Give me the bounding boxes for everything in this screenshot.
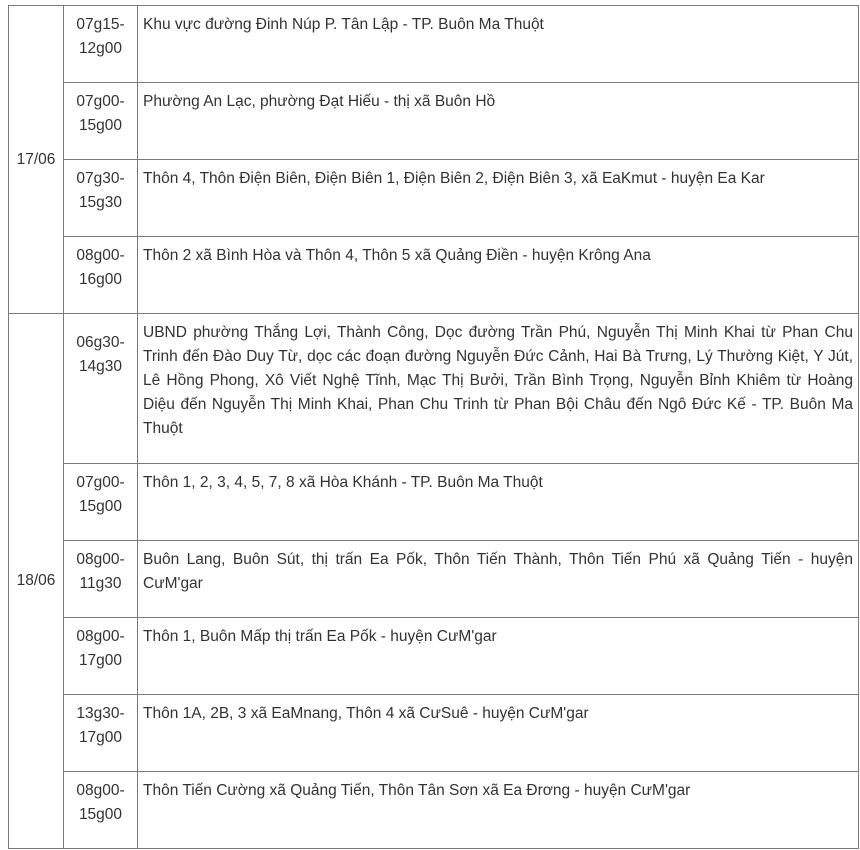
time-cell (64, 6, 138, 83)
time-start: 08g00- (76, 628, 125, 645)
location-text: Buôn Lang, Buôn Sút, thị trấn Ea Pốk, Thôn Tiến Thành, Thôn Tiến Phú xã Quảng Tiến - huyện CưM'gar (143, 551, 853, 592)
location-text: Khu vực đường Đinh Núp P. Tân Lập - TP. Buôn Ma Thuột (143, 16, 544, 33)
time-end: 12g00 (78, 40, 123, 57)
time-cell (64, 541, 138, 618)
location-cell (138, 160, 859, 237)
table-row (9, 83, 859, 160)
location-cell (138, 618, 859, 695)
time-end: 15g00 (78, 117, 123, 134)
location-text: Phường An Lạc, phường Đạt Hiếu - thị xã Buôn Hồ (143, 93, 496, 110)
time-end: 15g00 (78, 806, 123, 823)
location-text: UBND phường Thắng Lợi, Thành Công, Dọc đường Trần Phú, Nguyễn Thị Minh Khai từ Phan Chu Trinh đến Đào Duy Từ, dọc các đoạn đường Nguyễn Đức Cảnh, Hai Bà Trưng, Lý Thường Kiệt, Y Jút, Lê Hồng Phong, Xô Viết Nghệ Tĩnh, Mạc Thị Bưởi, Trần Bình Trọng, Nguyễn Bỉnh Khiêm từ Hoàng Diệu đến Nguyễn Thị Minh Khai, Phan Chu Trinh từ Phan Bội Châu đến Ngô Đức Kế - TP. Buôn Ma Thuột (143, 324, 853, 437)
location-text: Thôn 1A, 2B, 3 xã EaMnang, Thôn 4 xã CưSuê - huyện CưM'gar (143, 705, 589, 722)
table-row (9, 160, 859, 237)
time-end: 15g00 (78, 498, 123, 515)
table-row (9, 464, 859, 541)
power-outage-schedule-table (8, 5, 859, 849)
time-start: 06g30- (76, 334, 125, 351)
time-start: 08g00- (76, 782, 125, 799)
location-text: Thôn 4, Thôn Điện Biên, Điện Biên 1, Điện Biên 2, Điện Biên 3, xã EaKmut - huyện Ea Kar (143, 170, 765, 187)
table-row (9, 541, 859, 618)
time-start: 07g15- (76, 16, 125, 33)
date-label: 18/06 (16, 572, 56, 589)
time-cell (64, 695, 138, 772)
date-label: 17/06 (16, 150, 56, 168)
time-cell (64, 160, 138, 237)
table-row (9, 772, 859, 849)
time-end: 17g00 (78, 652, 123, 669)
time-end: 17g00 (78, 729, 123, 746)
location-cell (138, 541, 859, 618)
location-cell (138, 772, 859, 849)
time-cell (64, 237, 138, 314)
location-cell (138, 237, 859, 314)
date-cell (9, 314, 64, 849)
time-end: 11g30 (79, 575, 122, 592)
location-text: Thôn 2 xã Bình Hòa và Thôn 4, Thôn 5 xã Quảng Điền - huyện Krông Ana (143, 247, 651, 264)
time-cell (64, 618, 138, 695)
location-text: Thôn Tiến Cường xã Quảng Tiến, Thôn Tân Sơn xã Ea Đrơng - huyện CưM'gar (143, 782, 691, 799)
location-cell (138, 83, 859, 160)
time-start: 08g00- (76, 551, 125, 568)
time-start: 07g00- (76, 474, 125, 491)
location-cell (138, 314, 859, 464)
table-row (9, 6, 859, 83)
location-cell (138, 695, 859, 772)
time-cell (64, 464, 138, 541)
location-text: Thôn 1, Buôn Mấp thị trấn Ea Pốk - huyện CưM'gar (143, 628, 497, 645)
table-row (9, 237, 859, 314)
table-row (9, 314, 859, 464)
time-cell (64, 83, 138, 160)
date-cell (9, 6, 64, 314)
time-start: 07g00- (76, 93, 125, 110)
time-start: 13g30- (76, 705, 125, 722)
time-start: 07g30- (76, 170, 125, 187)
time-end: 16g00 (78, 271, 123, 288)
location-cell (138, 6, 859, 83)
time-cell (64, 314, 138, 464)
time-cell (64, 772, 138, 849)
location-text: Thôn 1, 2, 3, 4, 5, 7, 8 xã Hòa Khánh - TP. Buôn Ma Thuột (143, 474, 543, 491)
time-start: 08g00- (76, 247, 125, 264)
table-row (9, 695, 859, 772)
time-end: 15g30 (78, 194, 123, 211)
time-end: 14g30 (78, 358, 123, 375)
table-row (9, 618, 859, 695)
location-cell (138, 464, 859, 541)
